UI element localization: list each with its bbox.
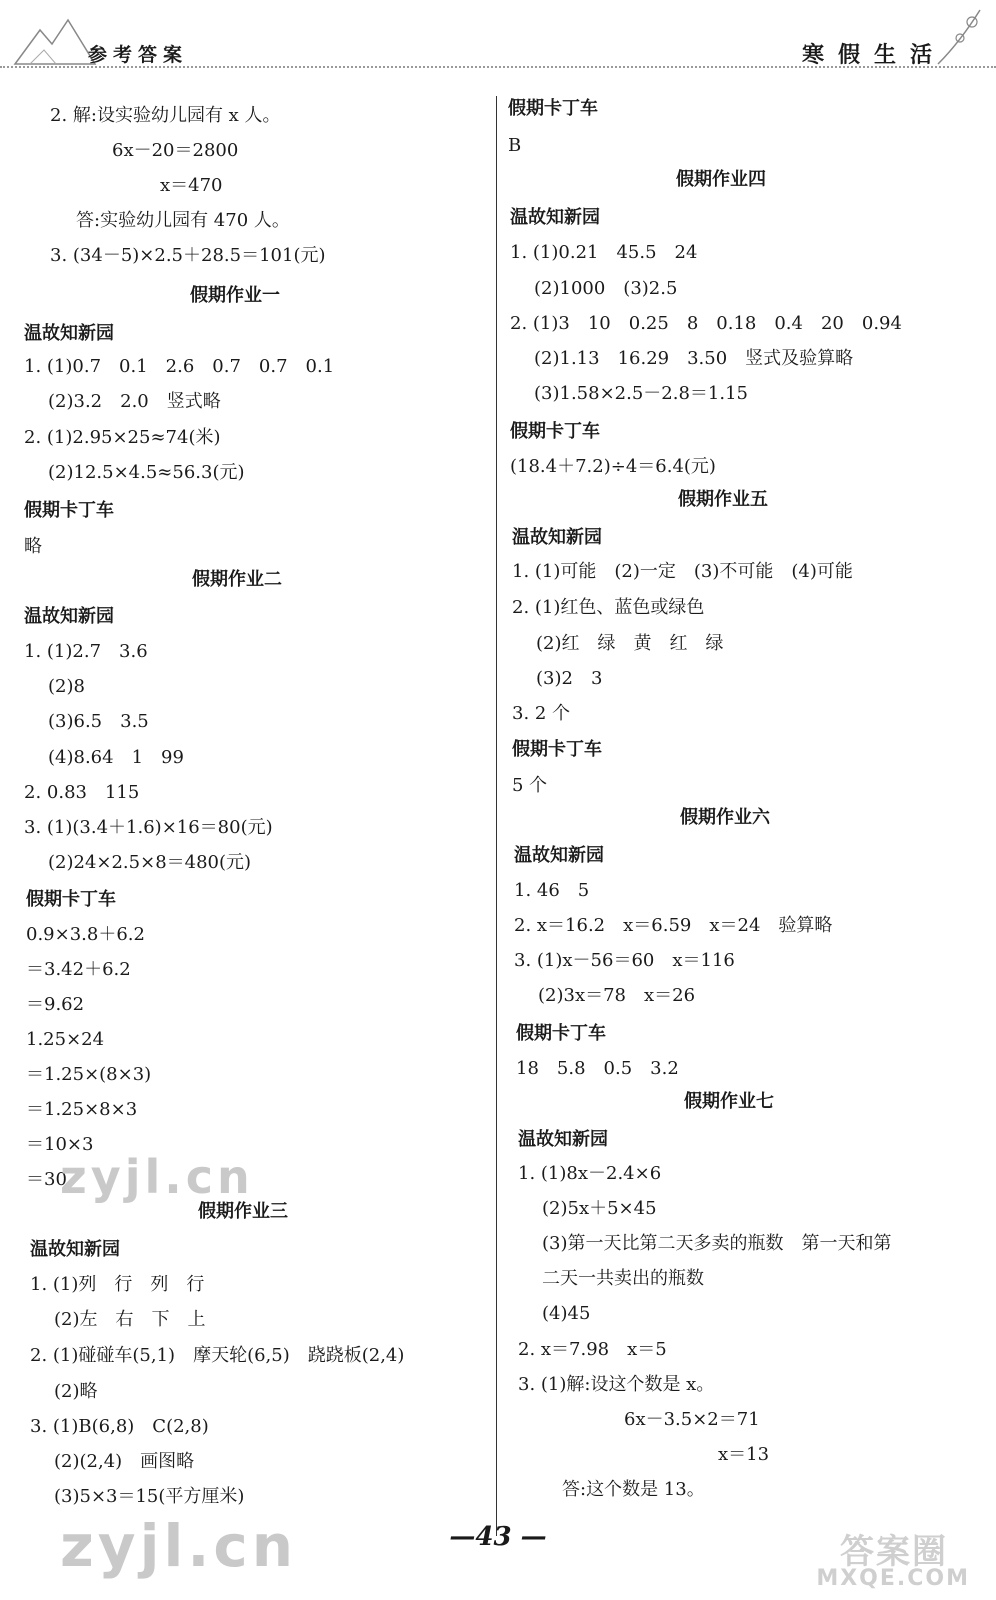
header-label-winter-life: 寒假生活 bbox=[801, 43, 946, 68]
watermark-bottom: zyjl.cn bbox=[60, 1512, 298, 1580]
section-title: 假期作业七 bbox=[684, 1091, 774, 1112]
answer-line: (2)红 绿 黄 红 绿 bbox=[536, 633, 724, 654]
answer-line: B bbox=[508, 135, 522, 156]
header-label-answers: 参考答案 bbox=[88, 44, 189, 66]
answer-line: (2)5x＋5×45 bbox=[542, 1198, 657, 1219]
answer-line: (2)24×2.5×8＝480(元) bbox=[48, 852, 252, 873]
answer-line: (3)第一天比第二天多卖的瓶数 第一天和第 bbox=[542, 1233, 892, 1254]
answer-line: (3)6.5 3.5 bbox=[48, 711, 149, 732]
answer-line: 答:实验幼儿园有 470 人。 bbox=[76, 210, 290, 231]
subsection-heading: 温故知新园 bbox=[24, 323, 114, 344]
subsection-heading: 假期卡丁车 bbox=[510, 421, 600, 442]
answer-line: 1. (1)0.7 0.1 2.6 0.7 0.7 0.1 bbox=[24, 356, 335, 377]
answer-line: 2. (1)2.95×25≈74(米) bbox=[24, 427, 221, 448]
answer-line: 6x－20＝2800 bbox=[112, 140, 239, 161]
answer-line: (2)1000 (3)2.5 bbox=[534, 278, 678, 299]
watermark-mid: zyjl.cn bbox=[60, 1150, 254, 1204]
answer-line: 0.9×3.8＋6.2 bbox=[26, 924, 145, 945]
section-title: 假期作业三 bbox=[198, 1201, 288, 1222]
answer-line: 略 bbox=[24, 536, 42, 557]
answer-line: 1. 46 5 bbox=[514, 880, 590, 901]
answer-line: 2. 0.83 115 bbox=[24, 782, 140, 803]
subsection-heading: 温故知新园 bbox=[510, 207, 600, 228]
answer-line: (4)8.64 1 99 bbox=[48, 747, 184, 768]
answer-line: ＝30 bbox=[26, 1169, 67, 1190]
answer-line: 6x－3.5×2＝71 bbox=[624, 1409, 760, 1430]
answer-line: 18 5.8 0.5 3.2 bbox=[516, 1058, 679, 1079]
subsection-heading: 温故知新园 bbox=[518, 1129, 608, 1150]
answer-line: (4)45 bbox=[542, 1303, 591, 1324]
answer-line: 2. (1)红色、蓝色或绿色 bbox=[512, 597, 705, 618]
answer-line: 2. (1)3 10 0.25 8 0.18 0.4 20 0.94 bbox=[510, 313, 902, 334]
answer-line: 2. x＝16.2 x＝6.59 x＝24 验算略 bbox=[514, 915, 833, 936]
answer-line: (2)3x＝78 x＝26 bbox=[538, 985, 696, 1006]
answer-line: (2)(2,4) 画图略 bbox=[54, 1451, 195, 1472]
page-header bbox=[0, 0, 996, 80]
subsection-heading: 假期卡丁车 bbox=[26, 889, 116, 910]
answer-line: (18.4＋7.2)÷4＝6.4(元) bbox=[510, 456, 716, 477]
answer-line: (3)5×3＝15(平方厘米) bbox=[54, 1486, 245, 1507]
answer-line: 1. (1)可能 (2)一定 (3)不可能 (4)可能 bbox=[512, 561, 853, 582]
answer-line: 答:这个数是 13。 bbox=[562, 1479, 705, 1500]
logo-text-top: 答案圈 bbox=[840, 1532, 948, 1572]
page-number: —43 — bbox=[449, 1522, 547, 1552]
answer-line: (3)1.58×2.5－2.8＝1.15 bbox=[534, 383, 748, 404]
subsection-heading: 假期卡丁车 bbox=[508, 98, 598, 119]
answer-line: 1. (1)列 行 列 行 bbox=[30, 1274, 205, 1295]
branch-decoration-icon bbox=[930, 2, 990, 72]
answer-line: 1. (1)2.7 3.6 bbox=[24, 641, 148, 662]
answer-line: 2. (1)碰碰车(5,1) 摩天轮(6,5) 跷跷板(2,4) bbox=[30, 1345, 405, 1366]
answer-line: 2. 解:设实验幼儿园有 x 人。 bbox=[50, 105, 281, 126]
answer-line: 1.25×24 bbox=[26, 1029, 105, 1050]
mountain-decoration-icon bbox=[10, 2, 100, 72]
section-title: 假期作业二 bbox=[192, 569, 282, 590]
header-divider bbox=[0, 66, 996, 68]
answer-line: 3. (1)x－56＝60 x＝116 bbox=[514, 950, 735, 971]
answer-line: (2)左 右 下 上 bbox=[54, 1309, 206, 1330]
answer-line: (2)12.5×4.5≈56.3(元) bbox=[48, 462, 245, 483]
section-title: 假期作业六 bbox=[680, 807, 770, 828]
answer-line: 1. (1)0.21 45.5 24 bbox=[510, 242, 698, 263]
answer-line: 3. 2 个 bbox=[512, 703, 571, 724]
answer-line: (2)1.13 16.29 3.50 竖式及验算略 bbox=[534, 348, 854, 369]
answer-line: x＝13 bbox=[718, 1444, 770, 1465]
subsection-heading: 温故知新园 bbox=[24, 606, 114, 627]
answer-line: 1. (1)8x－2.4×6 bbox=[518, 1163, 662, 1184]
answer-line: 二天一共卖出的瓶数 bbox=[542, 1268, 704, 1289]
site-logo bbox=[748, 1524, 978, 1594]
answer-line: ＝1.25×(8×3) bbox=[26, 1064, 152, 1085]
subsection-heading: 温故知新园 bbox=[514, 845, 604, 866]
answer-line: ＝9.62 bbox=[26, 994, 85, 1015]
section-title: 假期作业一 bbox=[190, 285, 280, 306]
column-divider bbox=[496, 96, 497, 1536]
section-title: 假期作业四 bbox=[676, 169, 766, 190]
logo-text-bottom: MXQE.COM bbox=[816, 1566, 970, 1591]
answer-line: 3. (1)B(6,8) C(2,8) bbox=[30, 1416, 209, 1437]
answer-line: 3. (1)解:设这个数是 x。 bbox=[518, 1374, 715, 1395]
answer-line: 3. (34－5)×2.5＋28.5＝101(元) bbox=[50, 245, 326, 266]
section-title: 假期作业五 bbox=[678, 489, 768, 510]
subsection-heading: 假期卡丁车 bbox=[516, 1023, 606, 1044]
answer-line: (2)3.2 2.0 竖式略 bbox=[48, 391, 221, 412]
answer-line: ＝10×3 bbox=[26, 1134, 94, 1155]
answer-line: 2. x＝7.98 x＝5 bbox=[518, 1339, 667, 1360]
answer-line: (2)8 bbox=[48, 676, 85, 697]
answer-line: x＝470 bbox=[160, 175, 223, 196]
subsection-heading: 假期卡丁车 bbox=[24, 500, 114, 521]
answer-line: ＝1.25×8×3 bbox=[26, 1099, 138, 1120]
subsection-heading: 假期卡丁车 bbox=[512, 739, 602, 760]
answer-line: ＝3.42＋6.2 bbox=[26, 959, 131, 980]
answer-line: 5 个 bbox=[512, 775, 548, 796]
answer-line: (3)2 3 bbox=[536, 668, 603, 689]
subsection-heading: 温故知新园 bbox=[512, 527, 602, 548]
answer-line: (2)略 bbox=[54, 1381, 98, 1402]
subsection-heading: 温故知新园 bbox=[30, 1239, 120, 1260]
answer-line: 3. (1)(3.4＋1.6)×16＝80(元) bbox=[24, 817, 273, 838]
